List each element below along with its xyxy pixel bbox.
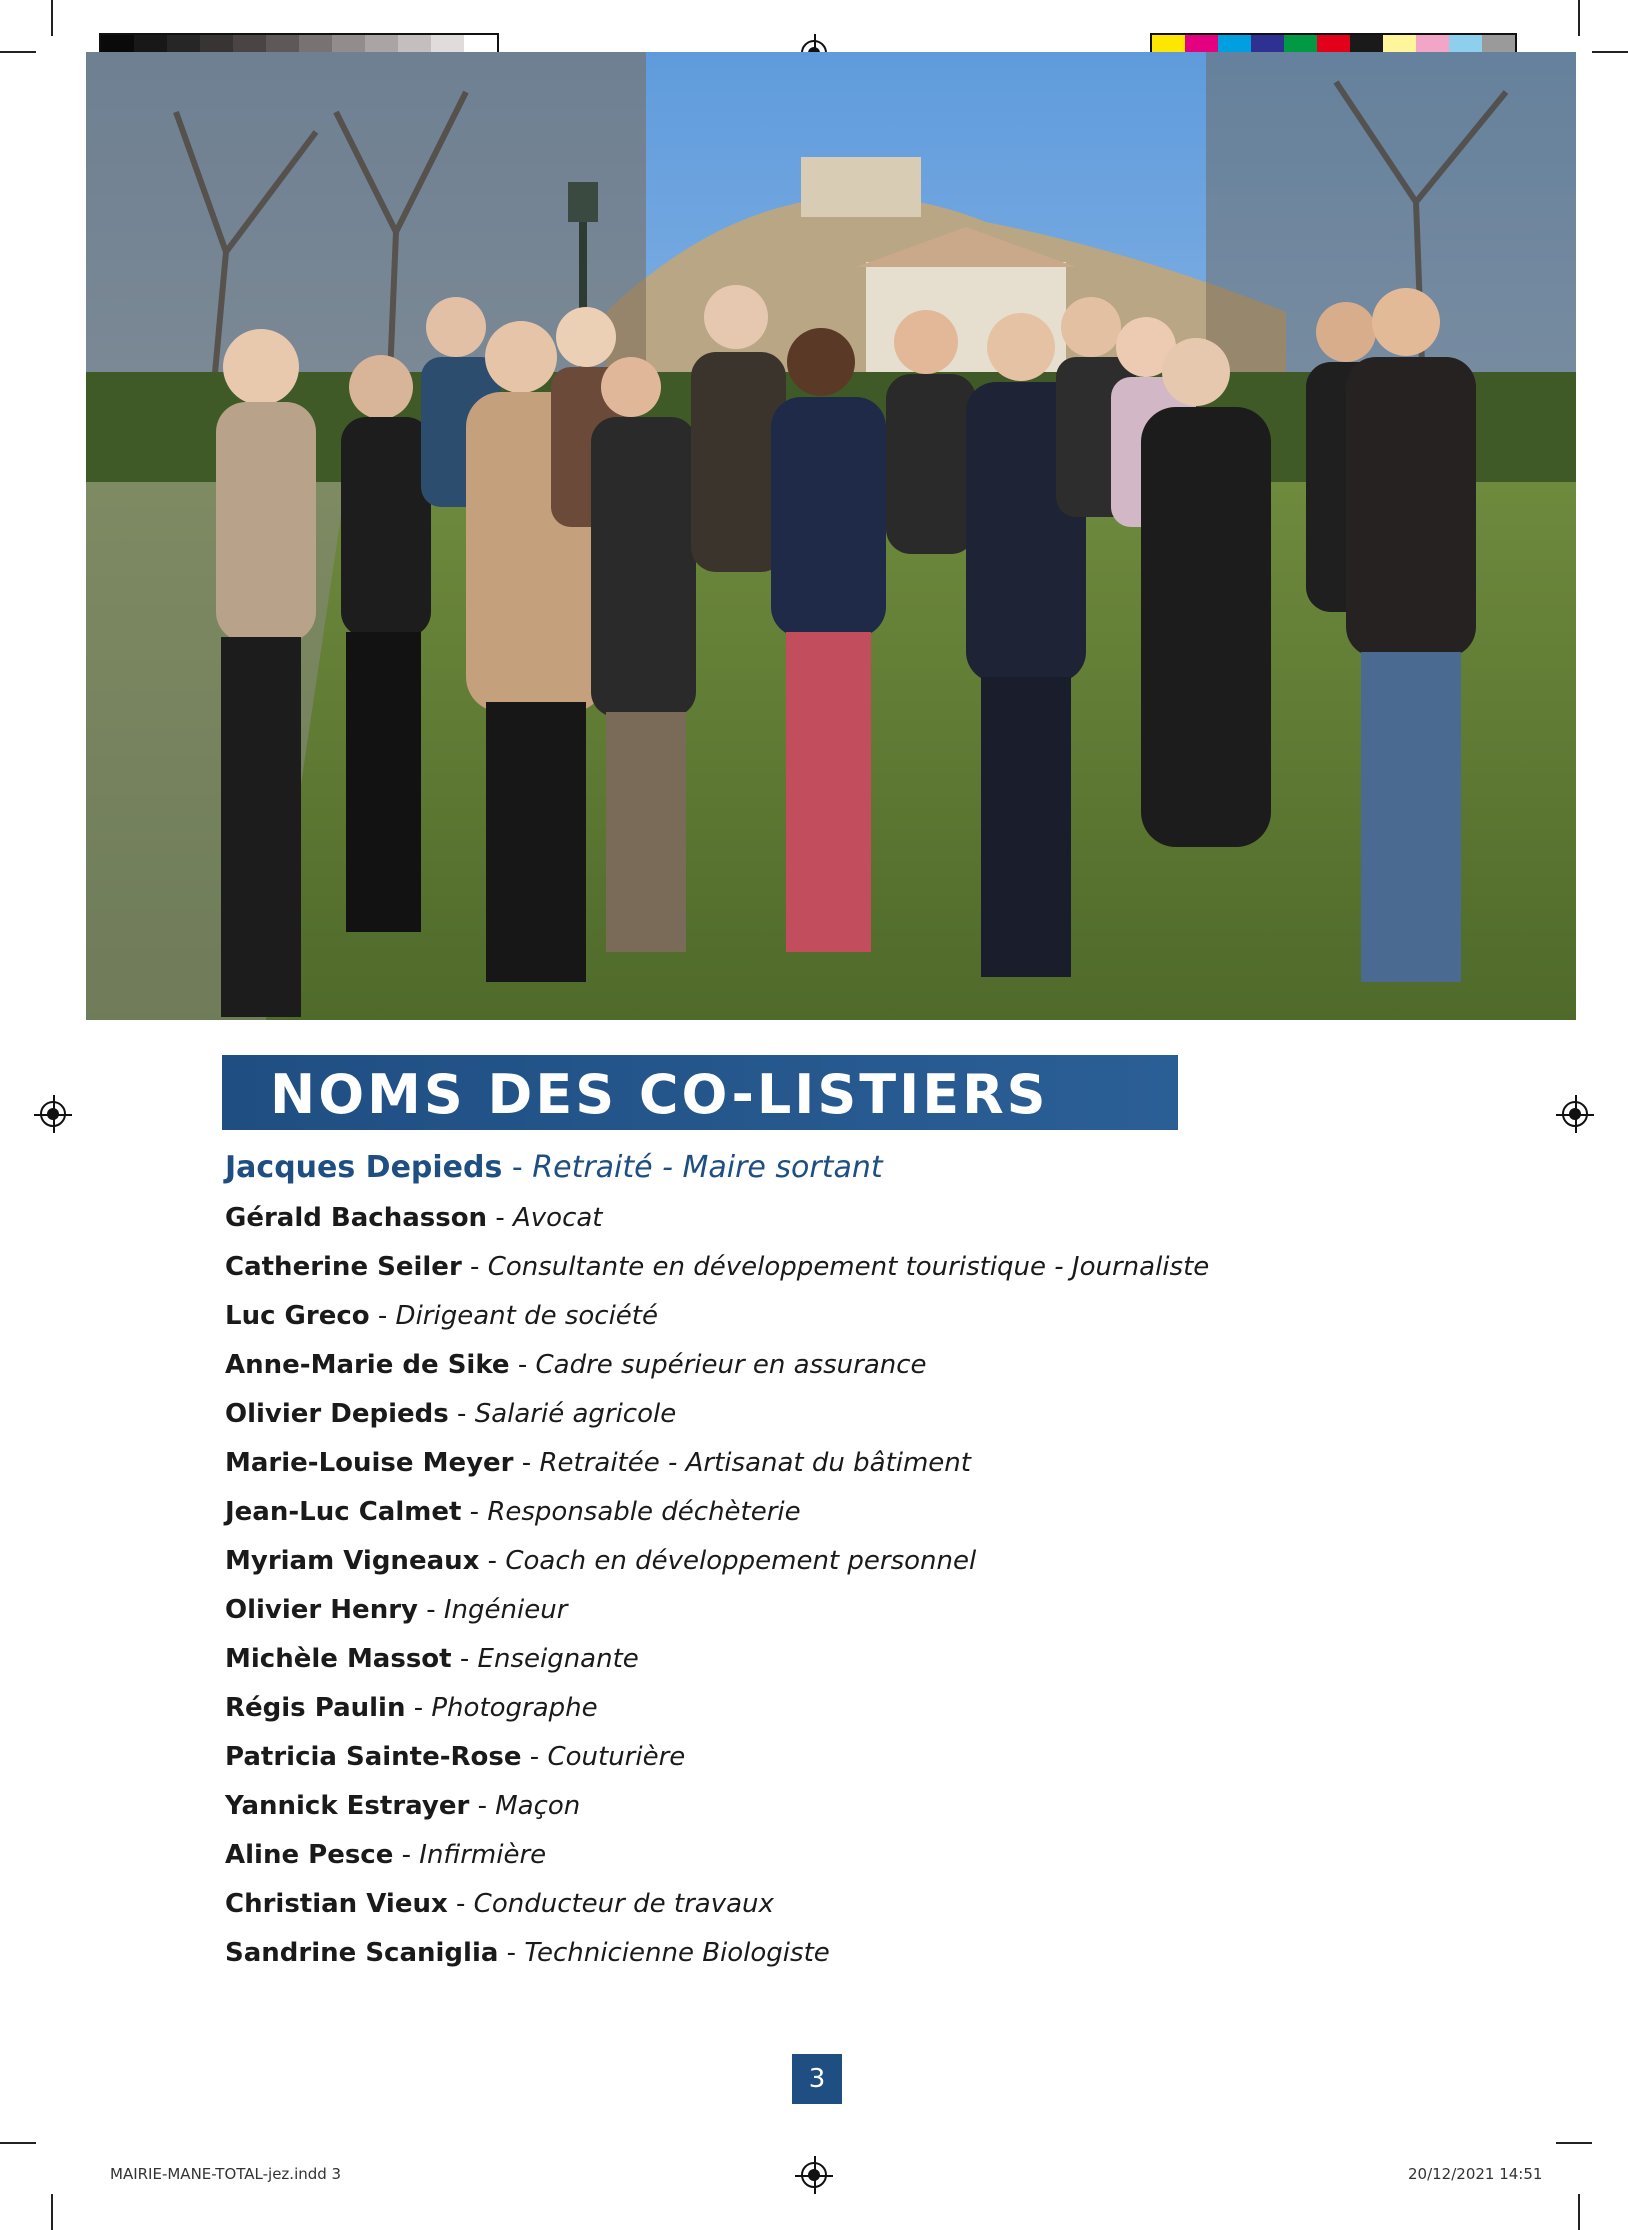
list-item [225,1150,1425,1203]
separator: - [405,1693,432,1723]
crop-mark [1592,51,1628,53]
separator: - [502,1150,533,1185]
member-name: Luc Greco [225,1301,370,1331]
member-name: Michèle Massot [225,1644,452,1674]
registration-mark-icon [40,1101,66,1127]
separator: - [461,1497,488,1527]
member-name: Patricia Sainte-Rose [225,1742,522,1772]
list-item [225,1595,1425,1644]
member-role: Retraité - Maire sortant [532,1150,883,1185]
list-item [225,1546,1425,1595]
list-item [225,1203,1425,1252]
separator: - [487,1203,513,1233]
member-name: Marie-Louise Meyer [225,1448,514,1478]
crop-mark [1578,2194,1580,2230]
member-name: Olivier Depieds [225,1399,449,1429]
list-item [225,1840,1425,1889]
registration-mark-icon [1562,1101,1588,1127]
separator: - [513,1448,540,1478]
member-name: Yannick Estrayer [225,1791,470,1821]
member-name: Catherine Seiler [225,1252,462,1282]
member-role: Ingénieur [443,1595,568,1625]
crop-mark [0,51,36,53]
crop-mark [0,2142,36,2144]
crop-mark [1556,2142,1592,2144]
page-number: 3 [792,2054,842,2104]
list-item [225,1742,1425,1791]
separator: - [369,1301,396,1331]
separator: - [469,1791,496,1821]
crop-mark [51,0,53,36]
list-item [225,1399,1425,1448]
footer-datetime: 20/12/2021 14:51 [1408,2165,1543,2183]
list-item [225,1644,1425,1693]
separator: - [417,1595,444,1625]
separator: - [447,1889,474,1919]
member-role: Photographe [431,1693,598,1723]
member-name: Régis Paulin [225,1693,406,1723]
member-name: Gérald Bachasson [225,1203,488,1233]
list-item [225,1938,1425,1987]
list-item [225,1497,1425,1546]
separator: - [521,1742,548,1772]
registration-mark-icon [801,2162,827,2188]
crop-mark [51,2194,53,2230]
member-role: Dirigeant de société [395,1301,658,1331]
member-name: Jacques Depieds [225,1150,503,1185]
members-list [225,1150,1425,1987]
member-role: Couturière [547,1742,686,1772]
member-name: Anne-Marie de Sike [225,1350,510,1380]
member-name: Sandrine Scaniglia [225,1938,499,1968]
member-role: Coach en développement personnel [505,1546,977,1576]
group-photo [86,52,1576,1020]
member-name: Jean-Luc Calmet [225,1497,462,1527]
list-item [225,1252,1425,1301]
member-role: Maçon [495,1791,581,1821]
list-item [225,1693,1425,1742]
list-item [225,1301,1425,1350]
member-name: Myriam Vigneaux [225,1546,480,1576]
member-role: Retraitée - Artisanat du bâtiment [539,1448,971,1478]
member-name: Olivier Henry [225,1595,418,1625]
crop-mark [1578,0,1580,36]
separator: - [461,1252,488,1282]
separator: - [498,1938,525,1968]
list-item [225,1350,1425,1399]
separator: - [448,1399,475,1429]
separator: - [393,1840,420,1870]
separator: - [479,1546,506,1576]
member-role: Infirmière [419,1840,547,1870]
member-role: Technicienne Biologiste [524,1938,830,1968]
list-item [225,1889,1425,1938]
section-title: NOMS DES CO-LISTIERS [270,1063,1049,1126]
member-name: Aline Pesce [225,1840,394,1870]
list-item [225,1791,1425,1840]
member-role: Salarié agricole [474,1399,677,1429]
footer-file-slug: MAIRIE-MANE-TOTAL-jez.indd 3 [110,2165,342,2183]
separator: - [451,1644,478,1674]
member-name: Christian Vieux [225,1889,448,1919]
member-role: Enseignante [477,1644,639,1674]
list-item [225,1448,1425,1497]
member-role: Consultante en développement touristique - Journaliste [487,1252,1210,1282]
member-role: Avocat [513,1203,603,1233]
separator: - [509,1350,536,1380]
section-heading-banner [222,1055,1178,1130]
member-role: Cadre supérieur en assurance [535,1350,927,1380]
member-role: Conducteur de travaux [473,1889,774,1919]
member-role: Responsable déchèterie [487,1497,801,1527]
